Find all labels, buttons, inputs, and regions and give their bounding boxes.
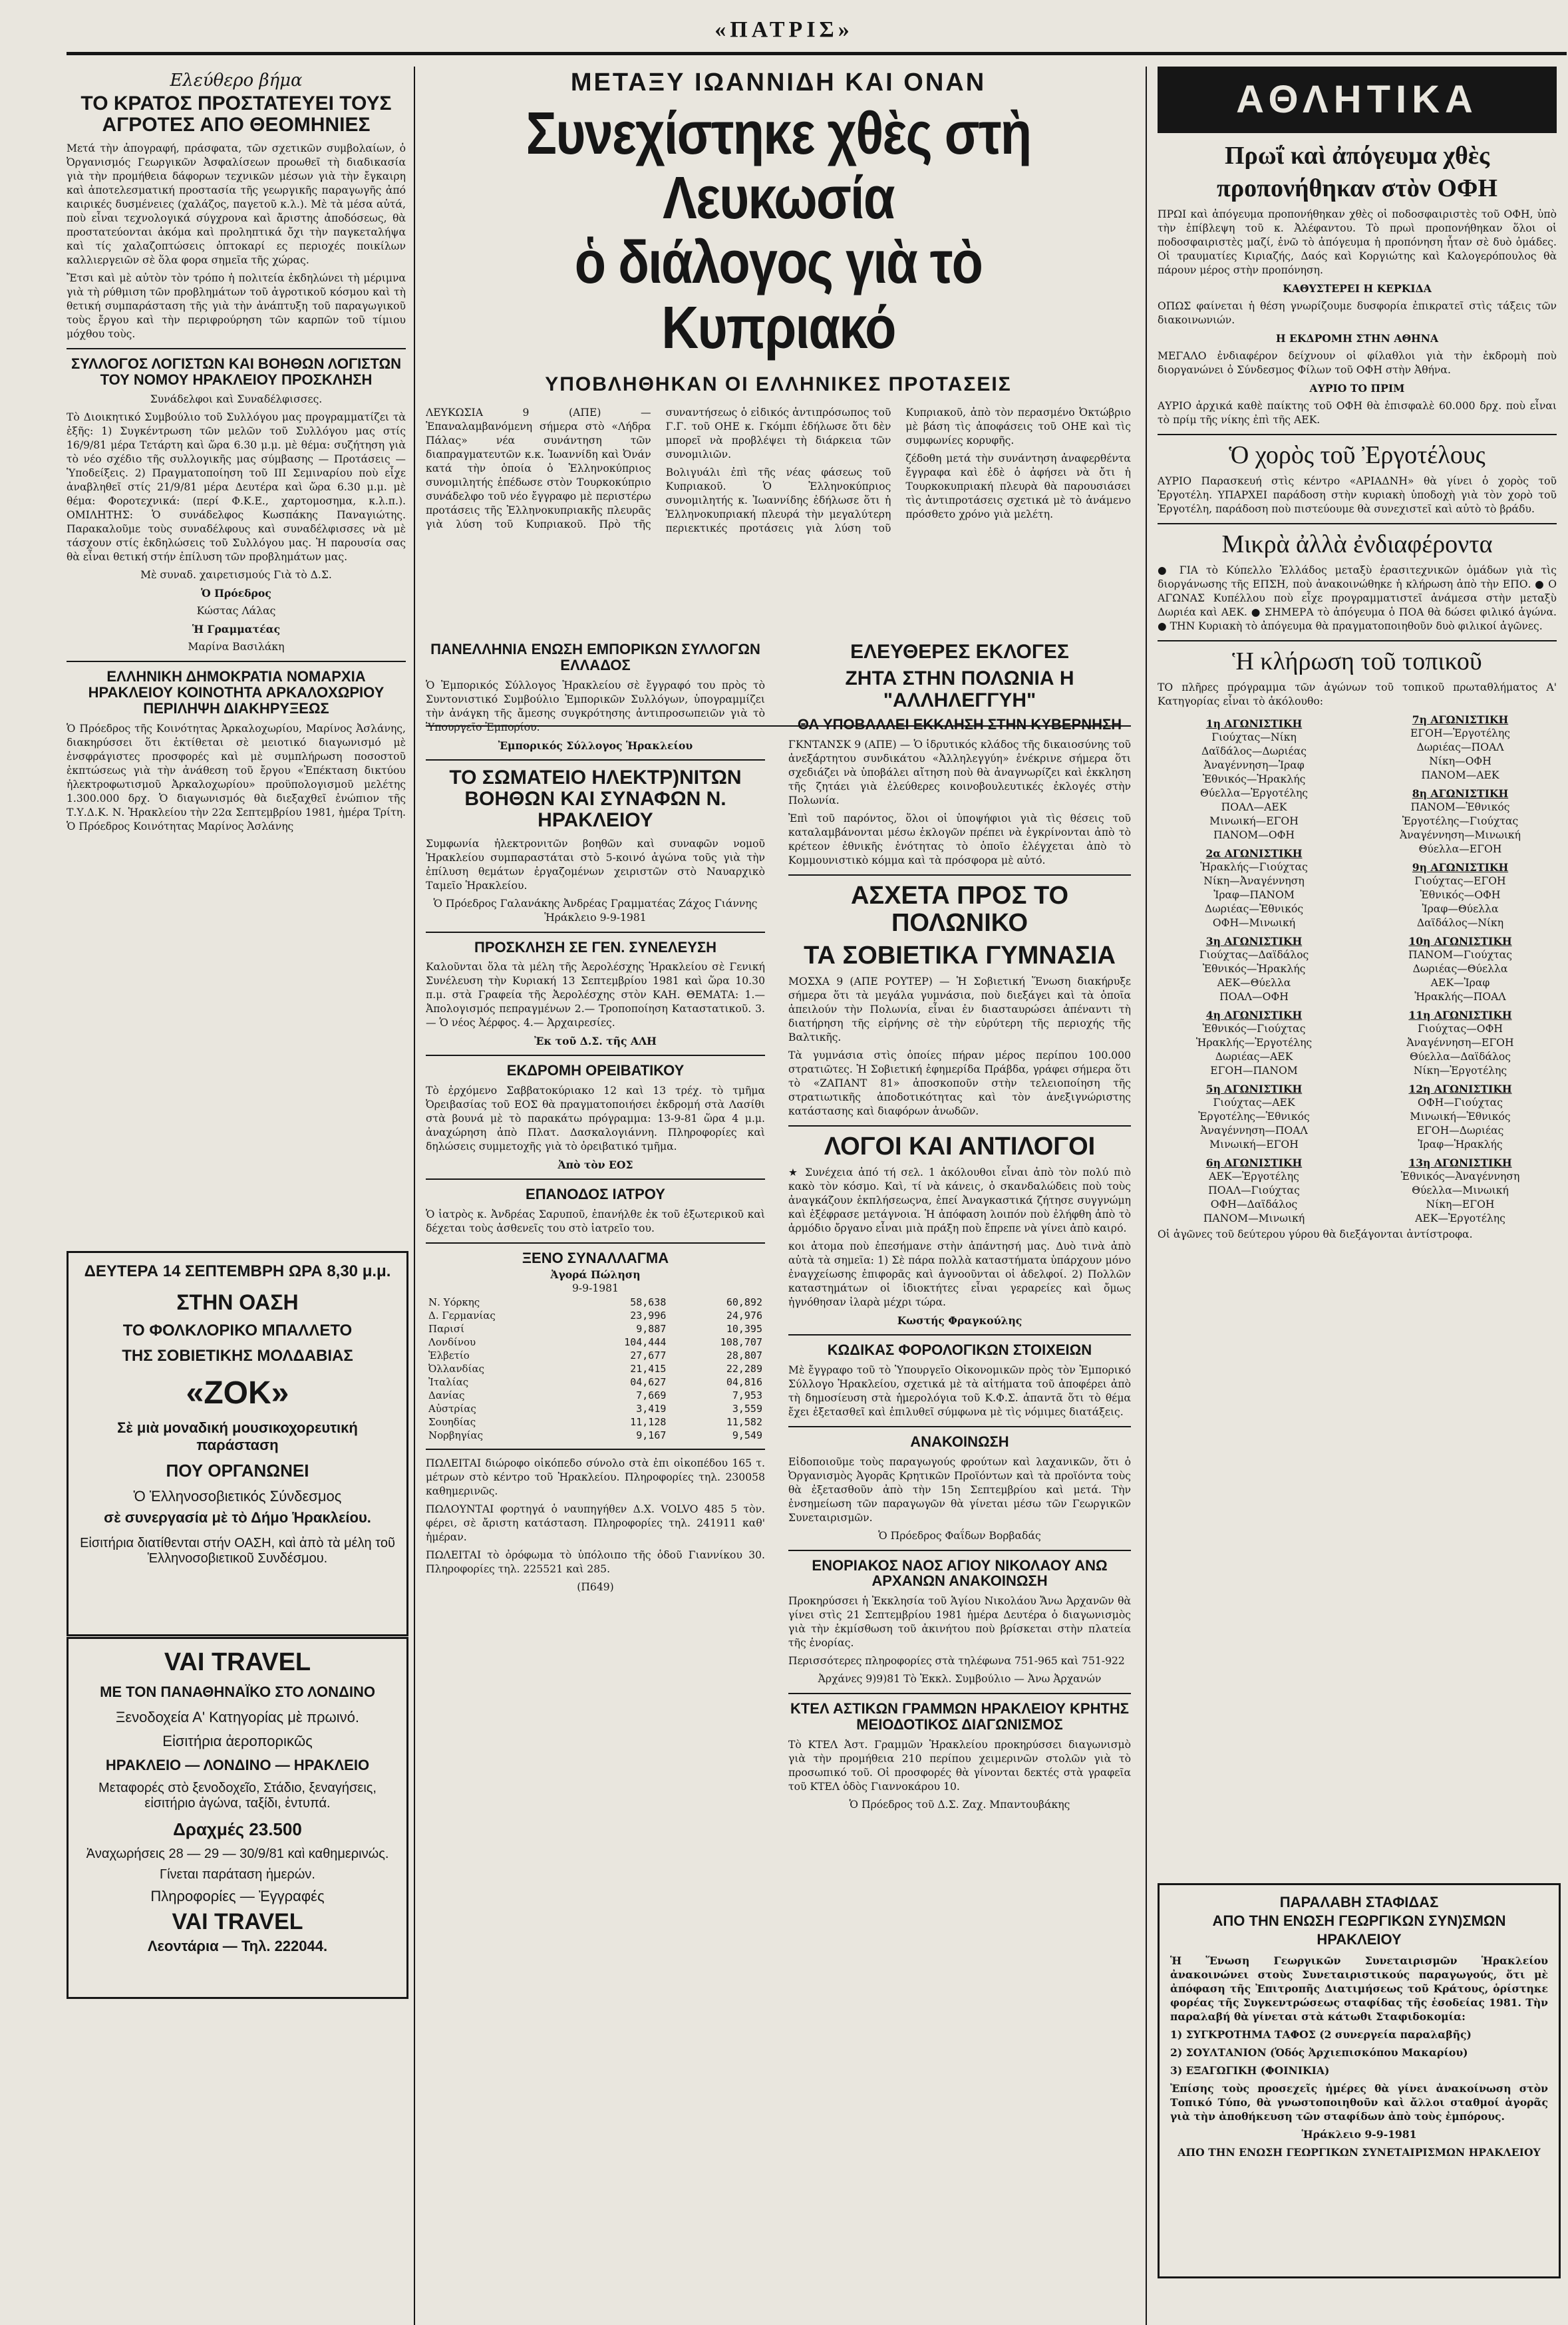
article-arkalochori [67, 669, 406, 833]
fixture-match: Ἡρακλής—Γιούχτας [1200, 861, 1308, 874]
article-misc [1158, 531, 1557, 633]
fx-sell: 28,807 [726, 1349, 762, 1361]
article-headline: ΚΩΔΙΚΑΣ ΦΟΡΟΛΟΓΙΚΩΝ ΣΤΟΙΧΕΙΩΝ [827, 1341, 1092, 1359]
article-body: Ὁ Ἐμπορικός Σύλλογος Ἡρακλείου σὲ ἔγγραφό του πρὸς τὸ Συντονιστικό Συμβούλιο Ἐμπορικῶν Συλλόγων, ὑπογραμμίζει τὴν ἀνάγκη τῆς ἄμεσης συγκρότησης ἀντιπροσωπειῶν γιὰ τὸ Ὑπουργεῖο Ἐμπορίου. [426, 679, 765, 733]
article-ergotelis [1158, 442, 1557, 516]
fixture-match: Ἀναγέννηση—Ἰραφ [1203, 759, 1305, 772]
fixture-round: 9η ΑΓΩΝΙΣΤΙΚΗ [1412, 861, 1509, 874]
article-subhead: ΑΥΡΙΟ ΤΟ ΠΡΙΜ [1309, 382, 1405, 395]
fixture-match: Ἡρακλής—ΠΟΑΛ [1414, 991, 1506, 1003]
fixture-match: ΟΦΗ—Γιούχτας [1418, 1097, 1503, 1109]
article-body: Συμφωνία ἠλεκτρονιτῶν βοηθῶν καὶ συναφῶν νομοῦ Ἡρακλείου συμπαραστάται στὸ 5-κοινό ἀγώνα τοῦς γιὰ τὴν ἐπίλυση θεμάτων ἐργαζομένων χειριστῶν στὸ Ναυαρχικὸ Ταμεῖο Ἡρακλείου. [426, 837, 765, 892]
ad-line: Εἰσιτήρια διατίθενται στήν ΟΑΣΗ, καὶ ἀπὸ τὰ μέλη τοῦ Ἑλληνοσοβιετικοῦ Συνδέσμου. [80, 1536, 395, 1566]
fx-sell: 108,707 [720, 1336, 762, 1348]
divider [1158, 640, 1557, 641]
notice-signature: ΑΠΟ ΤΗΝ ΕΝΩΣΗ ΓΕΩΡΓΙΚΩΝ ΣΥΝΕΤΑΙΡΙΣΜΩΝ ΗΡΑΚΛΕΙΟΥ [1177, 2146, 1541, 2159]
article-body: ΓΚΝΤΑΝΣΚ 9 (ΑΠΕ) — Ὁ ἱδρυτικός κλάδος τῆς δικαιοσύνης τοῦ ἀνεξάρτητου συνδικάτου «Ἀλληλεγγύη» ἐνέκρινε σήμερα ὅτι σχεδιάζει νὰ ὑποβάλει αἴτηση ποὺ θὰ ἀναγνωρίζει καὶ ἐκκληση τῆς ζητάει γιὰ ἐλεύθερες κοινοβουλευτικές ἐκλογές στὴν Πολωνία. [788, 738, 1131, 806]
fixture-match: ΠΟΑΛ—ΟΦΗ [1219, 991, 1289, 1003]
fixture-match: Θύελλα—Ἐργοτέλης [1199, 787, 1309, 800]
fixture-match: Νίκη—ΕΓΟΗ [1426, 1198, 1495, 1211]
fixture-round: 12η ΑΓΩΝΙΣΤΙΚΗ [1408, 1083, 1512, 1096]
masthead [0, 0, 1568, 64]
ad-line: Ἀναχωρήσεις 28 — 29 — 30/9/81 καὶ καθημερινώς. [86, 1847, 389, 1861]
ad-line: VAI TRAVEL [172, 1909, 303, 1934]
fixture-match: Δαϊδάλος—Δωριέας [1201, 745, 1307, 758]
article-buses [788, 1701, 1131, 1812]
ad-line: Δραχμές 23.500 [173, 1819, 302, 1839]
article-body: Ἔτσι καὶ μὲ αὐτὸν τὸν τρόπο ἡ πολιτεία ἐκδηλώνει τὴ μέριμνα γιὰ τὴ ρύθμιση τῶν προβλημάτων τοῦ ἀγροτικοῦ κόσμου καὶ τὴ θετική συμπαράσταση τῆς γιὰ τὴν ἀνάπτυξη τοῦ παραγωγικοῦ τοὺς ἔργου καὶ τὴν περιφρούρηση τῶν καρπῶν τοῦ τίμιου μόχθου τοὺς. [67, 271, 406, 340]
article-headline: ΑΣΧΕΤΑ ΠΡΟΣ ΤΟ ΠΟΛΩΝΙΚΟ [850, 881, 1069, 937]
ad-line: ΗΡΑΚΛΕΙΟ — ΛΟΝΔΙΝΟ — ΗΡΑΚΛΕΙΟ [105, 1757, 370, 1773]
fixture-round: 4η ΑΓΩΝΙΣΤΙΚΗ [1205, 1009, 1303, 1022]
article-body: κοι ἀτομα ποὺ ἐπεσήμανε στὴν ἀπάντησή μας. Δυὸ τινὰ ἀπὸ αὐτὰ τὰ σημεῖα: 1) Σὲ πάρα πολλὰ καταστήματα ὑπάρχουν μόνο ἐναγχείωσης ἐπιφορᾶς καὶ ἀγνοοῦνται οἱ ἀδελφοί. 2) Πολλῶν καταστημάτων οἱ ἰδιοκτήτες εἶναι γεραρείες καὶ ὄμως ἠγνόθησαν ἰλαρὰ μέχρι τώρα. [788, 1240, 1131, 1309]
article-headline: ΚΤΕΛ ΑΣΤΙΚΩΝ ΓΡΑΜΜΩΝ ΗΡΑΚΛΕΙΟΥ ΚΡΗΤΗΣ ΜΕΙΟΔΟΤΙΚΟΣ ΔΙΑΓΩΝΙΣΜΟΣ [790, 1700, 1129, 1733]
signature-name: Κώστας Λάλας [196, 605, 276, 618]
article-subhead: Η ΕΚΔΡΟΜΗ ΣΤΗΝ ΑΘΗΝΑ [1275, 332, 1439, 345]
fixture-match: ΠΑΝΟΜ—Μινωική [1203, 1212, 1305, 1225]
fx-currency: Αὐστρίας [428, 1402, 476, 1415]
article-body: Ἐπὶ τοῦ παρόντος, ὅλοι οἱ ὑποψήφιοι γιὰ τὶς θέσεις τοῦ καταλαμβάνονται μέσω ἐκλογῶν πρέπει νὰ ἐγκρίνονται ἀπὸ τὸ κρέτεον ἐθνικῆς ἑνότητας τὸ ὁποῖο ἐλέγχεται ἀπὸ τὸ Κομμουνιστικὸ κόμμα καὶ τὰ πρόσφορα μὲ αὐτό. [788, 812, 1131, 866]
article-headline: ΣΥΛΛΟΓΟΣ ΛΟΓΙΣΤΩΝ ΚΑΙ ΒΟΗΘΩΝ ΛΟΓΙΣΤΩΝ ΤΟΥ ΝΟΜΟΥ ΗΡΑΚΛΕΙΟΥ ΠΡΟΣΚΛΗΣΗ [71, 355, 402, 388]
article-salutation: Συνάδελφοι καὶ Συναδέλφισσες. [150, 393, 323, 406]
signature: Ὁ Πρόεδρος Γαλανάκης Ἀνδρέας Γραμματέας Ζάχος Γιάννης Ἡράκλειο 9-9-1981 [433, 897, 758, 924]
ad-line: «ΖΟΚ» [186, 1375, 289, 1411]
ad-line: Εἰσιτήρια ἀεροπορικῶς [162, 1733, 313, 1749]
fx-row [426, 1296, 765, 1309]
fixture-round: 7η ΑΓΩΝΙΣΤΙΚΗ [1412, 713, 1509, 727]
fixture-match: ΠΑΝΟΜ—Γιούχτας [1408, 949, 1512, 962]
fx-currency: Λονδίνου [428, 1336, 476, 1348]
article-body: ● ΓΙΑ τὸ Κύπελλο Ἑλλάδος μεταξὺ ἐρασιτεχνικῶν ὁμάδων γιὰ τὶς διοργάνωσης τῆς ΕΠΣΗ, ποὺ ἀνακοινώθηκε ἡ κλήρωση ἀπὸ τὴν ΕΠΟ. ● Ο ΑΓΩΝΑΣ Κυπέλλου ποὺ εἶχε προγραμματιστεῖ ἀνάμεσα στὴν μεταξὺ Δωριέα καὶ ΑΕΚ. ● ΣΗΜΕΡΑ τὸ ἀπόγευμα ὁ ΠΟΑ θὰ δώσει φιλικό ἀγώνα. ● ΤΗΝ Κυριακὴ τὸ ἀπόγευμα θὰ πραγματοποιηθοῦν δυὸ φιλικοί ἀγῶνες. [1158, 564, 1557, 633]
article-headline: ΕΛΛΗΝΙΚΗ ΔΗΜΟΚΡΑΤΙΑ ΝΟΜΑΡΧΙΑ ΗΡΑΚΛΕΙΟΥ ΚΟΙΝΟΤΗΤΑ ΑΡΚΑΛΟΧΩΡΙΟΥ ΠΕΡΙΛΗΨΗ ΔΙΑΚΗΡΥΞΕΩΣ [88, 668, 385, 717]
article-headline: ΠΡΟΣΚΛΗΣΗ ΣΕ ΓΕΝ. ΣΥΝΕΛΕΥΣΗ [474, 938, 717, 956]
article-ofi [1158, 142, 1557, 427]
fixture-match: Ἀναγέννηση—Μινωική [1399, 829, 1521, 842]
divider [426, 1449, 765, 1450]
fixture-match: Ἀναγέννηση—ΠΟΑΛ [1200, 1125, 1308, 1137]
fixture-match: Ἐθνικός—Ἀναγέννηση [1400, 1170, 1520, 1183]
divider [67, 348, 406, 349]
fx-row [426, 1362, 765, 1375]
fixture-match: ΠΟΑΛ—ΑΕΚ [1221, 801, 1287, 814]
fixture-match: Δωριέας—Θύελλα [1412, 963, 1508, 976]
fixture-round: 13η ΑΓΩΝΙΣΤΙΚΗ [1408, 1157, 1512, 1170]
article-tax [788, 1342, 1131, 1419]
ad-line: ΤΗΣ ΣΟΒΙΕΤΙΚΗΣ ΜΟΛΔΑΒΙΑΣ [122, 1347, 353, 1365]
fixture-match: Μινωική—Ἐθνικός [1410, 1111, 1511, 1123]
article-church [788, 1558, 1131, 1687]
article-body: Περισσότερες πληροφορίες στὰ τηλέφωνα 751-965 καὶ 751-922 [788, 1655, 1125, 1668]
fixture-match: Ἰραφ—ΠΑΝΟΜ [1213, 889, 1295, 902]
left-subcolumn [426, 639, 765, 1598]
classified-ad: ΠΩΛΕΙΤΑΙ διώροφο οἰκόπεδο σύνολο στὰ ἐπι οἰκοπέδου 165 τ. μέτρων στὸ κέντρο τοῦ Ἡρακλείου. Πληροφορίες τηλ. 230058 καθημερινῶς. [426, 1457, 765, 1497]
sports-section-logo: ΑΘΛΗΤΙΚΑ [1158, 67, 1557, 133]
fixture-match: Ἐργοτέλης—Γιούχτας [1402, 815, 1519, 828]
fixture-match: Ἐργοτέλης—Ἐθνικός [1198, 1111, 1310, 1123]
fixture-match: ΕΓΟΗ—ΠΑΝΟΜ [1210, 1065, 1298, 1077]
article-announce [788, 1434, 1131, 1543]
signature: Ἐμπορικός Σύλλογος Ἡρακλείου [498, 739, 693, 752]
notice-list-item: 2) ΣΟΥΛΤΑΝΙΟΝ (Ὁδός Ἀρχιεπισκόπου Μακαρίου) [1170, 2046, 1468, 2059]
ad-line: Πληροφορίες — Ἐγγραφές [150, 1888, 325, 1904]
divider [788, 1693, 1131, 1694]
article-body: Μετά τὴν ἀπογραφή, πράσφατα, τῶν σχετικῶν συμβολαίων, ὁ Ὀργανισμός Γεωργικῶν Ἀσφαλίσεων προωθεῖ τὴ διαδικασία γιὰ τὴν προμήθεια δάφορων τεχνικῶν μέσων γιὰ τὴν ἔγκαιρη καὶ ἀποτελεσματική προστασία τῆς γεωργικῆς παραγωγῆς ἀπό καιρικές δυσμένειες (χαλάζος, παγετοῦ κ.λ.). Μὲ τὰ μέσα αὐτά, ποὺ εἶναι τεχνολογικά σύγχρονα καὶ ἄριστης ἀποδόσεως, θὰ προστατεύονται ἀκόμα καὶ προληπτικά ὄχι τὴν παγκεταλήψα καὶ τίς χαλαζοπτώσεις ὁπτοκαρί ες περιοχές ποικίλων καλλιεργειῶν σὲ ὅλα φορα σημεῖα τῆς χώρας. [67, 142, 406, 266]
fixture-match: Ἐθνικός—Ἡρακλής [1202, 773, 1306, 786]
article-headline: ΕΝΟΡΙΑΚΟΣ ΝΑΟΣ ΑΓΙΟΥ ΝΙΚΟΛΑΟΥ ΑΝΩ ΑΡΧΑΝΩΝ ΑΝΑΚΟΙΝΩΣΗ [812, 1556, 1108, 1590]
fixture-match: Μινωική—ΕΓΟΗ [1209, 815, 1299, 828]
article-body: Μὲ ἔγγραφο τοῦ τὸ Ὑπουργεῖο Οἰκονομικῶν πρὸς τὸν Ἐμπορικό Σύλλογο Ἡρακλείου, σχετικά μὲ τὰ αἰτήματα τοῦ ἀποφέρει ἀπὸ τὴ δημοσίευση στὰ ἡμερολόγια τοῦ Κ.Φ.Σ. ἀπαντᾶ ὅτι τὸ θέμα ἔχει ἐξετασθεῖ καὶ ἐπιλυθεῖ σύμφωνα μὲ τὶς νόμιμες διατάξεις. [788, 1363, 1131, 1418]
ad-line: σὲ συνεργασία μὲ τὸ Δήμο Ἡρακλείου. [104, 1509, 371, 1526]
fixture-list [1158, 713, 1557, 1228]
divider [788, 1550, 1131, 1551]
fixture-match: ΕΓΟΗ—Δωριέας [1416, 1125, 1504, 1137]
fixture-match: Ἐθνικός—ΟΦΗ [1420, 889, 1501, 902]
fixture-match: ΠΑΝΟΜ—Ἐθνικός [1410, 801, 1510, 814]
notice-date: Ἡράκλειο 9-9-1981 [1301, 2128, 1417, 2141]
fx-buy: 104,444 [624, 1336, 667, 1348]
fixture-match: Νίκη—ΟΦΗ [1429, 755, 1491, 768]
fx-sell: 24,976 [726, 1309, 762, 1322]
notice-raisins [1158, 1883, 1561, 2278]
ad-line: Ξενοδοχεία Α' Κατηγορίας μὲ πρωινό. [116, 1709, 359, 1725]
article-body: ΑΥΡΙΟ Παρασκευή στὶς κέντρο «ΑΡΙΑΔΝΗ» θὰ γίνει ὁ χορὸς τοῦ Ἐργοτέλη. ΥΠΑΡΧΕΙ παράδοση στὴν κυριακὴ ὑποδοχὴ γιὰ τὸν χορὸ τοῦ Ἐργοτέλη, παράδοση ποὺ πιστεύουμε θὰ συνεχιστεῖ καὶ αὐτὸ τὸ βράδυ. [1158, 475, 1557, 516]
article-body: Προκηρύσσει ἡ Ἐκκλησία τοῦ Ἁγίου Νικολάου Ἄνω Ἀρχανῶν θὰ γίνει στὶς 21 Σεπτεμβρίου 1981 ἡμέρα Δευτέρα ὁ διαγωνισμὸς γιὰ τὴν ἐκμίσθωση τοῦ ἀκινήτου ποὺ βρίσκεται στὴν πλατεία τῆς ἐνορίας. [788, 1595, 1131, 1650]
masthead-rule [67, 52, 1567, 55]
fixture-match: Δωριέας—ΠΟΑΛ [1416, 741, 1504, 754]
article-body: ΜΟΣΧΑ 9 (ΑΠΕ ΡΟΥΤΕΡ) — Ἡ Σοβιετική Ἕνωση διακήρυξε σήμερα ὅτι τὰ μεγάλα γυμνάσια, ποὺ διεξάγει καὶ τὰ ὁποῖα ἀπειλούν τὴν Πολωνία, εἶναι ἐν διασταυρώσει ἀπέναντι τὴ διατήρηση τῆς εἰρήνης σὲ τὴν εὐρύτερη τῆς περιοχής τῆς Βαλτικῆς. [788, 976, 1131, 1044]
fx-date: 9-9-1981 [571, 1282, 619, 1294]
fx-sell: 7,953 [732, 1389, 762, 1401]
article-invite [426, 940, 765, 1049]
fixture-match: Θύελλα—Δαϊδάλος [1409, 1051, 1511, 1063]
fixture-match: ΑΕΚ—Ἐργοτέλης [1209, 1170, 1299, 1183]
article-accountants [67, 356, 406, 655]
article-headline: ΑΝΑΚΟΙΝΩΣΗ [910, 1433, 1009, 1450]
fixture-match: ΠΑΝΟΜ—ΟΦΗ [1213, 829, 1295, 842]
fixture-match: Μινωική—ΕΓΟΗ [1209, 1139, 1299, 1151]
fixture-round: 1η ΑΓΩΝΙΣΤΙΚΗ [1205, 717, 1303, 731]
divider [1158, 434, 1557, 435]
ad-vai-travel [67, 1637, 408, 1999]
fx-sell: 9,549 [732, 1429, 762, 1441]
right-subcolumn [788, 639, 1131, 1816]
fx-buy: 23,996 [630, 1309, 667, 1322]
article-headline: ΞΕΝΟ ΣΥΝΑΛΛΑΓΜΑ [522, 1249, 669, 1266]
lead-headline: ὁ διάλογος γιὰ τὸ Κυπριακό [574, 230, 983, 361]
article-headline: Ἡ κλήρωση τοῦ τοπικοῦ [1232, 647, 1482, 676]
article-headline: ΤΟ ΣΩΜΑΤΕΙΟ ΗΛΕΚΤΡ)ΝΙΤΩΝ ΒΟΗΘΩΝ ΚΑΙ ΣΥΝΑΦΩΝ Ν. ΗΡΑΚΛΕΙΟΥ [449, 766, 742, 832]
article-kicker: Ελεύθερο βήμα [170, 71, 303, 90]
article-body: Τὸ ἐρχόμενο Σαββατοκύριακο 12 καὶ 13 τρέχ. τὸ τμῆμα Ὀρειβασίας τοῦ ΕΟΣ θὰ πραγματοποιήσει ἐκδρομή στὰ Λασίθι στὰ βουνά μὲ τὸ παρακάτω πρόγραμμα: 13-9-81 ὥρα 4 μ.μ. ἀναχώρηση ἀπὸ Πλατ. Δασκαλογιάννη. Πληροφορίες καὶ δηλώσεις συμμετοχῆς γιὰ τὸ ὀρειβατικό τμῆμα. [426, 1085, 765, 1153]
article-headline: ΛΟΓΟΙ ΚΑΙ ΑΝΤΙΛΟΓΟΙ [824, 1133, 1096, 1161]
article-body: ΤΟ πλῆρες πρόγραμμα τῶν ἀγώνων τοῦ τοπικοῦ πρωταθλήματος Α' Κατηγορίας εἶναι τὸ ἀκόλουθο: [1158, 681, 1557, 708]
signature: Ἐκ τοῦ Δ.Σ. τῆς ΑΛΗ [534, 1035, 657, 1048]
fx-buy: 04,627 [630, 1375, 667, 1388]
fixture-match: Νίκη—Ἐργοτέλης [1413, 1065, 1507, 1077]
article-subhead: ΚΑΘΥΣΤΕΡΕΙ Η ΚΕΡΚΙΔΑ [1283, 282, 1432, 295]
article-body: Βολιγυάλι ἐπὶ τῆς νέας φάσεως τοῦ Κυπριακοῦ. Ὁ Ἑλληνοκύπριος συνομιλητής κ. Ἰωαννίδης ἐδήλωσε ὅτι ἡ Ἑλληνοκυπριακή πλευρά τὴν μεγαλύτερη περιεκτικές προτάσεις γιὰ λύση τοῦ Κυπριακοῦ, ἀπὸ τὸν περασμένο Ὀκτώβριο μὲ βάση τὶς ἀποφάσεις τοῦ ΟΗΕ καὶ τὶς συμφωνίες κορυφῆς. [665, 407, 1131, 535]
signature: Ὁ Πρόεδρος τοῦ Δ.Σ. Ζαχ. Μπαντουβάκης [849, 1798, 1070, 1811]
fixture-round: 2α ΑΓΩΝΙΣΤΙΚΗ [1205, 847, 1303, 860]
article-headline: ΕΚΔΡΟΜΗ ΟΡΕΙΒΑΤΙΚΟΥ [506, 1062, 685, 1079]
fx-row [426, 1415, 765, 1429]
lead-story [426, 69, 1131, 719]
article-body: ΛΕΥΚΩΣΙΑ 9 (ΑΠΕ) — Ἐπαναλαμβανόμενη σήμερα στὸ «Λήδρα Πάλας» νέα συνάντηση τῶν διαπραγματευτῶν κ.κ. Ἰωαννίδη καὶ Ὀνάν κατά τὴν ὁποία ὁ Ἑλληνοκύπριος συνομιλητής ἐπέδωσε στὸν Τουρκοκύπριο συνάδελφο τοῦ νέο ἔγγραφο μὲ περιστέρω προτάσεις τῆς Ἑλληνοκυπριακῆς πλευρᾶς γιὰ λύση τοῦ Κυπριακοῦ. Πρὸ τῆς συναντήσεως ὁ εἰδικός ἀντιπρόσωπος τοῦ Γ.Γ. τοῦ ΟΗΕ κ. Γκόμπι ἐδήλωσε ὅτι δὲν μπορεῖ νὰ προβλέψει τὴ διάρκεια τῶν συνομιλιῶν. [426, 407, 891, 531]
ad-line: ΜΕ ΤΟΝ ΠΑΝΑΘΗΝΑΪΚΟ ΣΤΟ ΛΟΝΔΙΝΟ [100, 1684, 375, 1700]
divider [426, 1055, 765, 1056]
fixture-match: Νίκη—Ἀναγέννηση [1203, 875, 1305, 888]
fx-buy: 7,669 [636, 1389, 667, 1401]
fixture-match: Ἐθνικός—Ἡρακλής [1202, 963, 1306, 976]
article-body: Τὰ γυμνάσια στὶς ὁποίες πήραν μέρος περίπου 100.000 στρατιῶτες. Ἡ Σοβιετική ἐφημερίδα Πράβδα, γράφει σήμερα ὅτι τὸ «ΖΑΠΑΝΤ 81» ἀποσκοποῦν στὴν τελειοποίηση τῆς στρατιωτικῆς ἀποδοτικότητας καὶ τὸν ἀνεξιγνώριστης κατάστασης καὶ διαφόρων ἀνωδῶν. [788, 1049, 1131, 1118]
fx-row [426, 1429, 765, 1442]
fx-sell: 04,816 [726, 1375, 762, 1388]
ad-line: ΣΤΗΝ ΟΑΣΗ [176, 1290, 299, 1314]
fixture-round: 5η ΑΓΩΝΙΣΤΙΚΗ [1205, 1083, 1303, 1096]
fixture-match: Ἰραφ—Ἡρακλής [1418, 1139, 1503, 1151]
divider [788, 874, 1131, 876]
article-body: ζέδοθη μετά τὴν συνάντηση ἀναφερθέντα ἔγγραφα καὶ ἐδὲ ὁ ἀφήσει νὰ ὄτι ἡ Τουρκοκυπριακή πλευρὰ θὰ παρουσιάσει τὶς ἀντιπροτάσεις σχετικά μὲ τὸ ἀνάμενο πρόσθετο χρόνο γιὰ μελέτη. [905, 452, 1131, 521]
notice-body: Ἐπίσης τοὺς προσεχεῖς ἡμέρες θὰ γίνει ἀνακοίνωση στὸν Τοπικό Τύπο, θὰ γνωστοποιηθοῦν καὶ ἄλλοι σταθμοί ἀγορᾶς γιὰ τὴν ἀποθήκευση τῶν σταφίδων ἀπὸ τοὺς ἐμπόρους. [1170, 2082, 1548, 2123]
fixture-round: 10η ΑΓΩΝΙΣΤΙΚΗ [1408, 935, 1512, 948]
article-merchants [426, 641, 765, 753]
divider [426, 932, 765, 933]
article-poland [788, 641, 1131, 868]
fx-row [426, 1322, 765, 1336]
article-headline: ΕΛΕΥΘΕΡΕΣ ΕΚΛΟΓΕΣ [850, 641, 1069, 663]
fixture-match: ΠΟΑΛ—Γιούχτας [1208, 1184, 1300, 1197]
fx-sell: 10,395 [726, 1322, 762, 1335]
signature: Ἀπὸ τὸν ΕΟΣ [557, 1159, 633, 1172]
fixture-round: 11η ΑΓΩΝΙΣΤΙΚΗ [1408, 1009, 1512, 1022]
classified-code: (Π649) [577, 1580, 614, 1593]
fx-buy: 11,128 [630, 1415, 667, 1428]
fixture-match: ΑΕΚ—Ἐργοτέλης [1415, 1212, 1505, 1225]
fx-table [426, 1250, 765, 1442]
fx-sell: 22,289 [726, 1362, 762, 1375]
fixture-match: Γιούχτας—Νίκη [1211, 731, 1297, 744]
fx-currency: Ν. Υόρκης [428, 1296, 480, 1308]
fx-row [426, 1309, 765, 1322]
fx-buy: 9,887 [636, 1322, 667, 1335]
fixture-match: Θύελλα—ΕΓΟΗ [1418, 843, 1502, 856]
fixture-match: Γιούχτας—Δαϊδάλος [1199, 949, 1309, 962]
notice-headline: ΗΡΑΚΛΕΙΟΥ [1317, 1930, 1402, 1948]
fixture-match: ΑΕΚ—Ἰραφ [1430, 977, 1490, 989]
fx-sell: 3,559 [732, 1402, 762, 1415]
ad-folklore-ballet [67, 1251, 408, 1636]
article-body: Ὁ ἰατρὸς κ. Ἀνδρέας Σαρυποῦ, ἐπανήλθε ἐκ τοῦ ἐξωτερικοῦ καὶ δέχεται τοὺς ἀσθενεῖς του στὸ ἰατρεῖο του. [426, 1208, 765, 1234]
article-body: ★ Συνέχεια ἀπό τή σελ. 1 ἀκόλουθοι εἶναι ἀπὸ τὸν πολύ πιὸ κακὸ τὸν κόσμο. Καὶ, τί νὰ κάνεις, ὀ σκανδαλώδεις ποὺ τοὺς ἀναγκάζουν ἐκπλήσεωςνα, ἐπεί Ἀναγκαστικά ζήτησε συγγνώμη καὶ ἐξέφρασε μετάγνοια. Ἡ ἀπόφαση λοιπόν ποὺ ἐλήφθη ἀπὸ τὸ ἀρμόδιο ὄργανο εἶναι μιὰ πράξη ποὺ ἔπρεπε νὰ γίνει ἀπὸ καιρό. [788, 1166, 1131, 1235]
ad-line: Σὲ μιὰ μοναδική μουσικοχορευτική παράσταση [117, 1419, 358, 1453]
fixture-match: Ἰραφ—Θύελλα [1422, 903, 1499, 916]
divider [1158, 523, 1557, 524]
signature-name: Μαρίνα Βασιλάκη [188, 641, 285, 653]
fixture-match: ΟΦΗ—Δαϊδάλος [1210, 1198, 1298, 1211]
signature-title: Ὁ Πρόεδρος [201, 587, 271, 600]
lead-subhead: ΥΠΟΒΛΗΘΗΚΑΝ ΟΙ ΕΛΛΗΝΙΚΕΣ ΠΡΟΤΑΣΕΙΣ [545, 373, 1012, 395]
article-excursion [426, 1063, 765, 1172]
article-headline: ΕΠΑΝΟΔΟΣ ΙΑΤΡΟΥ [526, 1186, 665, 1203]
notice-body: Ἡ Ἕνωση Γεωργικῶν Συνεταιρισμῶν Ἡρακλείου ἀνακοινώνει στοὺς Συνεταιριστικούς παραγωγούς, ὅτι μὲ ἀπόφαση τῆς Ἐπιτροπῆς Διατιμήσεως τοῦ Κράτους, ὁρίστηκε φορέας τῆς Συγκεντρώσεως σταφίδας τῆς ἑσοδείας 1981. Τὴν παραλαβή θὰ γίνεται στὰ κάτωθι Σταφιδοκομία: [1170, 1954, 1548, 2024]
article-headline: ΤΑ ΣΟΒΙΕΤΙΚΑ ΓΥΜΝΑΣΙΑ [804, 941, 1116, 970]
fixture-round: 8η ΑΓΩΝΙΣΤΙΚΗ [1412, 787, 1509, 801]
fx-currency: Ἑλβετίο [428, 1349, 470, 1361]
fixture-match: Θύελλα—Μινωική [1412, 1184, 1509, 1197]
article-headline: Πρωΐ καὶ ἀπόγευμα χθὲς [1224, 142, 1490, 170]
fx-row [426, 1336, 765, 1349]
article-headline: προπονήθηκαν στὸν ΟΦΗ [1217, 174, 1497, 203]
fx-currency: Δανίας [428, 1389, 465, 1401]
classified-ad: ΠΩΛΟΥΝΤΑΙ φορτηγά ὁ ναυπηγήθεν Δ.Χ. VOLVO 485 5 τὸν. φέρει, σὲ ἄριστη κατάσταση. Πληροφορίες τηλ. 241911 καθ' ἡμέραν. [426, 1503, 765, 1543]
fx-sell: 11,582 [726, 1415, 762, 1428]
fx-currency: Νορβηγίας [428, 1429, 484, 1441]
sports-content [1158, 140, 1557, 1246]
fixture-match: Δωριέας—ΑΕΚ [1215, 1051, 1293, 1063]
fixture-round: 6η ΑΓΩΝΙΣΤΙΚΗ [1205, 1157, 1303, 1170]
fx-currency: Σουηδίας [428, 1415, 476, 1428]
signature-title: Ἡ Γραμματέας [192, 623, 281, 636]
ad-line: Λεοντάρια — Τηλ. 222044. [147, 1938, 328, 1954]
fx-row [426, 1389, 765, 1402]
divider [788, 1426, 1131, 1427]
fixture-round: 3η ΑΓΩΝΙΣΤΙΚΗ [1205, 935, 1303, 948]
ad-line: VAI TRAVEL [164, 1648, 311, 1676]
fixture-match: Ἐθνικός—Γιούχτας [1202, 1023, 1306, 1035]
fixture-match: Γιούχτας—ΟΦΗ [1418, 1023, 1503, 1035]
signature: Ὁ Πρόεδρος Φαΐδων Βορβαδάς [878, 1529, 1041, 1542]
ad-line: Μεταφορές στὸ ξενοδοχεῖο, Στάδιο, ξεναγήσεις, εἰσιτήριο ἀγώνα, ταξίδι, ἐντυπά. [98, 1781, 377, 1811]
fx-sell: 60,892 [726, 1296, 762, 1308]
fx-columns: Ἀγορά Πώληση [550, 1268, 641, 1281]
column-divider [1146, 67, 1147, 2325]
article-headline: Ὁ χορὸς τοῦ Ἐργοτέλους [1229, 441, 1486, 470]
article-body: Ὁ Πρόεδρος τῆς Κοινότητας Ἀρκαλοχωρίου, Μαρίνος Ἀσλάνης, διακηρύσσει ὅτι ἐκτίθεται σὲ μειοτικό διαγωνισμό μὲ ἐνσφράγιστες προσφορές καὶ μὲ συμπλήρωση ποσοστοῦ ἐκπτώσεως γιὰ τὴν ἀνάθεση τοῦ ἔργου «Ἐπέκταση δικτύου ἠλεκτροφωτισμοῦ Ἀρκαλοχωρίου» προϋπολογισμοῦ μελέτης 1.300.000 δρχ. Ὁ διαγωνισμός θὰ διεξαχθεῖ ἐνώπιον τῆς Τ.Υ.Δ.Κ. Ν. Ἡρακλείου τὴν 22α Σεπτεμβρίου 1981, ἡμέρα Τρίτη. Ὁ Πρόεδρος Κοινότητας Μαρίνος Ἀσλάνης [67, 722, 406, 832]
article-union [426, 767, 765, 925]
divider [788, 1125, 1131, 1127]
fixture-match: Δαϊδάλος—Νίκη [1416, 917, 1504, 930]
fx-currency: Παρισί [428, 1322, 465, 1335]
article-body: ΟΠΩΣ φαίνεται ἡ θέση γνωρίζουμε δυσφορία ἐπικρατεῖ στὶς τάξεις τῶν διακοινωνιών. [1158, 300, 1557, 327]
fx-buy: 3,419 [636, 1402, 667, 1415]
fx-buy: 58,638 [630, 1296, 667, 1308]
ad-line: Γίνεται παράταση ἡμερών. [160, 1867, 315, 1882]
divider [426, 759, 765, 761]
article-gymnastics [788, 882, 1131, 1119]
ad-line: ΠΟΥ ΟΡΓΑΝΩΝΕΙ [166, 1461, 309, 1481]
notice-list-item: 3) ΕΞΑΓΩΓΙΚΗ (ΦΟΙΝΙΚΙΑ) [1170, 2064, 1330, 2077]
divider [788, 1334, 1131, 1336]
divider [426, 1242, 765, 1244]
article-closing: Μὲ συναδ. χαιρετισμούς Γιὰ τὸ Δ.Σ. [140, 569, 332, 582]
fixture-match: Γιούχτας—ΕΓΟΗ [1414, 875, 1506, 888]
newspaper-title: «ΠΑΤΡΙΣ» [714, 17, 854, 42]
fx-currency: Ὀλλανδίας [428, 1362, 485, 1375]
article-farmers [67, 71, 406, 341]
notice-headline: ΑΠΟ ΤΗΝ ΕΝΩΣΗ ΓΕΩΡΓΙΚΩΝ ΣΥΝ)ΣΜΩΝ [1212, 1912, 1506, 1929]
article-body: ΜΕΓΑΛΟ ἐνδιαφέρον δείχνουν οἱ φίλαθλοι γιὰ τὴν ἐκδρομὴ ποὺ διοργανώνει ὁ Σύνδεσμος Φίλων τοῦ ΟΦΗ στὴν Ἀθήνα. [1158, 350, 1557, 377]
fx-buy: 27,677 [630, 1349, 667, 1361]
notice-headline: ΠΑΡΑΛΑΒΗ ΣΤΑΦΙΔΑΣ [1279, 1894, 1439, 1910]
article-body: Οἱ ἀγῶνες τοῦ δεύτερου γύρου θὰ διεξάγονται ἀντίστροφα. [1158, 1228, 1473, 1241]
fixture-match: Ἀναγέννηση—ΕΓΟΗ [1406, 1037, 1514, 1049]
fx-rows [426, 1296, 765, 1442]
column-divider [414, 67, 415, 2325]
fx-buy: 9,167 [636, 1429, 667, 1441]
article-headline: ΠΑΝΕΛΛΗΝΙΑ ΕΝΩΣΗ ΕΜΠΟΡΙΚΩΝ ΣΥΛΛΟΓΩΝ ΕΛΛΑΔΟΣ [430, 641, 760, 673]
fx-buy: 21,415 [630, 1362, 667, 1375]
classified-ad: ΠΩΛΕΙΤΑΙ τὸ ὀρόφωμα τὸ ὑπόλοιπο τῆς ὁδοῦ Γιαννίκου 30. Πληροφορίες τηλ. 225521 καὶ 285. [426, 1548, 765, 1575]
fixture-match: ΕΓΟΗ—Ἐργοτέλης [1410, 727, 1511, 740]
fixture-match: Ἡρακλής—Ἐργοτέλης [1195, 1037, 1313, 1049]
signature: Κωστής Φραγκούλης [897, 1314, 1022, 1328]
article-body: Τὸ Διοικητικό Συμβούλιο τοῦ Συλλόγου μας προγραμματίζει τὰ ἑξῆς: 1) Συγκέντρωση τῶν μελῶν τοῦ Συλλόγου μας στίς 16/9/81 μέρα Τετάρτη καὶ ὥρα 6.30 μ.μ. μὲ θέμα: συζήτηση γιὰ τὸ νέο σχέδιο τῆς συλλογικῆς μας σύμβασης — Προτάσεις — Ὑποδείξεις. 2) Πραγματοποίηση τοῦ ΙΙΙ Σεμιναρίου ποὺ εἶχε ἀναβληθεῖ στίς 21/9/81 μέρα Δευτέρα καὶ ὥρα 6.30 μ.μ. μὲ θέμα: Φοροτεχνικά: (περί Φ.Κ.Ε., χαρτομοσημα, κ.λ.π.). ΟΜΙΛΗΤΗΣ: Ὁ συνάδελφος Κωσπάκης Παναγιώτης. Παρακαλοῦμε τοὺς συναδέλφους καὶ συναδέλφισσες νὰ μὲ τάσχουν στίς ἐκδηλώσεις τοῦ Συλλόγου μας. Ἡ παρουσία σας θὰ εἶναι θετική στήν ἐπίλυση τῶν προβλημάτων μας. [67, 411, 406, 564]
fx-row [426, 1375, 765, 1389]
article-body: ΠΡΩΙ καὶ ἀπόγευμα προπονήθηκαν χθὲς οἱ ποδοσφαιριστὲς τοῦ ΟΦΗ, ὑπὸ τὴν ἐπίβλεψη τοῦ κ. Ἀλέφαντου. Τὸ πρωὶ προπονήθηκαν ὅλοι οἱ ποδοσφαιριστὲς μαζί, ἐνῶ τὸ ἀπόγευμα ἡ προπόνηση ἦταν σὲ δυὸ ὁμάδες. Οἱ τραυματίες Κιριαζής, Δαός καὶ Κοργιώτης καὶ Καλογερόπουλος θὰ πάρουν μέρος στὴν προπόνηση. [1158, 208, 1557, 277]
divider [67, 661, 406, 662]
notice-list-item: 1) ΣΥΓΚΡΟΤΗΜΑ ΤΑΦΟΣ (2 συνεργεία παραλαβῆς) [1170, 2028, 1472, 2042]
fixture-match: ΟΦΗ—Μινωική [1212, 917, 1296, 930]
fixture-match: ΠΑΝΟΜ—ΑΕΚ [1421, 769, 1499, 782]
article-doctor [426, 1186, 765, 1236]
fx-row [426, 1349, 765, 1362]
signature: Ἀρχάνες 9)9)81 Τὸ Ἐκκλ. Συμβούλιο — Ἀνω Ἀρχανών [818, 1673, 1102, 1686]
article-body: Καλοῦνται ὅλα τὰ μέλη τῆς Ἀερολέσχης Ἡρακλείου σὲ Γενική Συνέλευση τὴν Κυριακή 13 Σεπτεμβρίου 1981 καὶ ὥρα 10.30 π.μ. στὰ Γραφεία τῆς Ἀερολέσχης στὸν ΚΑΗ. ΘΕΜΑΤΑ: 1.— Ἀπολογισμός πεπραγμένων 2.— Τροποποίηση Καταστατικοῦ. 3.— Ὁ νέος Ἀέρφος. 4.— Ἀρχαιρεσίες. [426, 961, 765, 1029]
divider [426, 1178, 765, 1180]
fixture-match: Γιούχτας—ΑΕΚ [1213, 1097, 1295, 1109]
article-headline: ΤΟ ΚΡΑΤΟΣ ΠΡΟΣΤΑΤΕΥΕΙ ΤΟΥΣ ΑΓΡΟΤΕΣ ΑΠΟ ΘΕΟΜΗΝΙΕΣ [80, 92, 392, 136]
article-body: Εἰδοποιοῦμε τοὺς παραγωγούς φρούτων καὶ λαχανικῶν, ὅτι ὁ Ὀργανισμὸς Ἀγορᾶς Κρητικῶν Προϊόντων καὶ τὰ προϊόντα τοὺς θὰ ἐξετασθοῦν ἀπὸ τὴν 15η Σεπτεμβρίου καὶ μετά. Τὴν ἐνσημείωση τῶν παραγωγῶν θὰ γίνεται μέσω τῶν Γεωργικῶν Συνεταιρισμῶν. [788, 1455, 1131, 1524]
article-body: ΑΥΡΙΟ ἀρχικά καθὲ παίκτης τοῦ ΟΦΗ θὰ ἐπισφαλὲ 60.000 δρχ. ποὺ εἶναι τὸ πρίμ τῆς νίκης ἐπὶ τῆς ΑΕΚ. [1158, 400, 1557, 427]
ad-line: Ὁ Ἑλληνοσοβιετικός Σύνδεσμος [133, 1488, 342, 1505]
ad-line: ΔΕΥΤΕΡΑ 14 ΣΕΠΤΕΜΒΡΗ ΩΡΑ 8,30 μ.μ. [84, 1262, 391, 1280]
fixture-match: ΑΕΚ—Θύελλα [1217, 977, 1291, 989]
article-logoi [788, 1133, 1131, 1328]
center-column [426, 67, 1131, 2322]
lead-kicker: ΜΕΤΑΞΥ ΙΩΑΝΝΙΔΗ ΚΑΙ ΟΝΑΝ [570, 69, 987, 96]
ad-line: ΤΟ ΦΟΛΚΛΟΡΙΚΟ ΜΠΑΛΛΕΤΟ [122, 1322, 353, 1340]
fixture-match: Δωριέας—Ἐθνικός [1204, 903, 1304, 916]
classifieds [426, 1457, 765, 1594]
lead-headline: Συνεχίστηκε χθὲς στὴ Λευκωσία [526, 100, 1031, 232]
fx-currency: Δ. Γερμανίας [428, 1309, 496, 1322]
article-headline: Μικρὰ ἀλλὰ ἐνδιαφέροντα [1221, 530, 1493, 559]
fx-currency: Ἰταλίας [428, 1375, 469, 1388]
article-headline: ΖΗΤΑ ΣΤΗΝ ΠΟΛΩΝΙΑ Η "ΑΛΛΗΛΕΓΓΥΗ" [845, 667, 1074, 711]
article-draw [1158, 648, 1557, 1242]
fx-row [426, 1402, 765, 1415]
article-body: Τὸ ΚΤΕΛ Ἀστ. Γραμμῶν Ἡρακλείου προκηρύσσει διαγωνισμὸ γιὰ τὴν προμήθεια 210 περίπου χειμερινῶν στολῶν γιὰ τὸ προσωπικό τοῦ. Οἱ προσφορές θὰ γίνονται δεκτές στὰ γραφεῖα τοῦ ΚΤΕΛ ὁδὸς Γιαννοκάρου 10. [788, 1738, 1131, 1793]
article-subhead: ΘΑ ΥΠΟΒΑΛΛΕΙ ΕΚΚΛΗΣΗ ΣΤΗΝ ΚΥΒΕΡΝΗΣΗ [797, 716, 1122, 733]
